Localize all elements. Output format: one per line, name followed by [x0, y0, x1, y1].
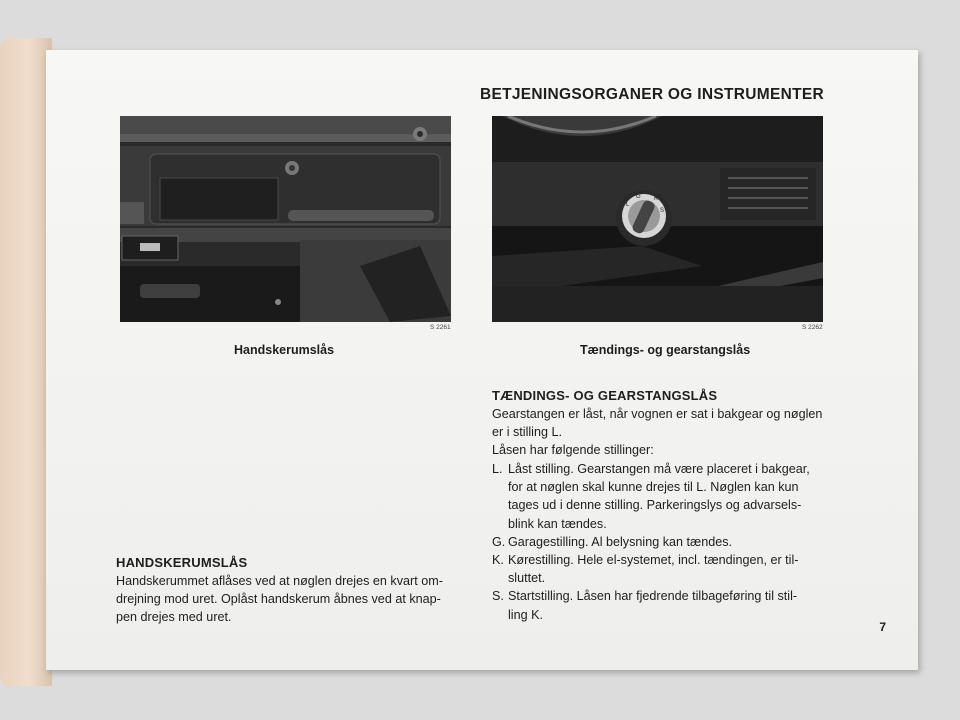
glovebox-section-title: HANDSKERUMSLÅS — [116, 555, 248, 570]
text-line: Gearstangen er låst, når vognen er sat i bakgear og nøglen — [492, 407, 823, 421]
glovebox-photo — [120, 116, 451, 322]
text-line: drejning mod uret. Oplåst handskerum åbnes ved at knap- — [116, 592, 441, 607]
text-line: er i stilling L. — [492, 425, 562, 440]
text-line: ling K. — [508, 607, 544, 622]
text-line: sluttet. — [508, 571, 546, 586]
book-spine — [0, 38, 52, 686]
lock-label: L — [626, 202, 630, 208]
position-description — [508, 551, 842, 587]
text-line: blink kan tændes. — [508, 516, 607, 531]
lock-label: S — [660, 208, 665, 214]
ignition-lock-photo — [492, 116, 823, 322]
ignition-intro — [492, 405, 822, 460]
text-line: Låst stilling. Gearstangen må være placeret i bakgear, — [508, 462, 810, 476]
figure-ref: S 2261 — [430, 324, 451, 331]
lock-label: G — [636, 194, 641, 200]
position-description — [508, 587, 842, 623]
position-key: G. — [492, 534, 506, 549]
list-item — [492, 460, 842, 533]
text-line: Handskerummet aflåses ved at nøglen drejes en kvart om- — [116, 574, 443, 588]
text-line: tages ud i denne stilling. Parkeringslys og advarsels- — [508, 498, 802, 513]
glovebox-text — [116, 572, 443, 627]
list-item — [492, 551, 842, 587]
position-key: K. — [492, 553, 504, 568]
figure-caption: Tændings- og gearstangslås — [580, 343, 751, 357]
ignition-section-title: TÆNDINGS- OG GEARSTANGSLÅS — [492, 388, 718, 403]
text-line: pen drejes med uret. — [116, 610, 232, 625]
text-line: Kørestilling. Hele el-systemet, incl. tændingen, er til- — [508, 553, 799, 568]
figure-ref: S 2262 — [802, 324, 823, 331]
page-heading: BETJENINGSORGANER OG INSTRUMENTER — [479, 86, 824, 103]
lock-positions-list — [492, 460, 842, 624]
text-line: Garagestilling. Al belysning kan tændes. — [508, 534, 733, 549]
position-description — [508, 533, 842, 551]
text-line: Låsen har følgende stillinger: — [492, 443, 654, 458]
position-key: L. — [492, 462, 503, 476]
page-number: 7 — [879, 620, 886, 634]
position-key: S. — [492, 589, 504, 604]
list-item — [492, 587, 842, 623]
lock-label: K — [654, 196, 659, 202]
text-line: for at nøglen skal kunne drejes til L. Nøglen kan kun — [508, 480, 799, 495]
list-item — [492, 533, 842, 551]
position-description — [508, 460, 842, 533]
manual-page — [46, 50, 918, 670]
figure-caption: Handskerumslås — [234, 343, 335, 357]
text-line: Startstilling. Låsen har fjedrende tilbageføring til stil- — [508, 589, 798, 604]
